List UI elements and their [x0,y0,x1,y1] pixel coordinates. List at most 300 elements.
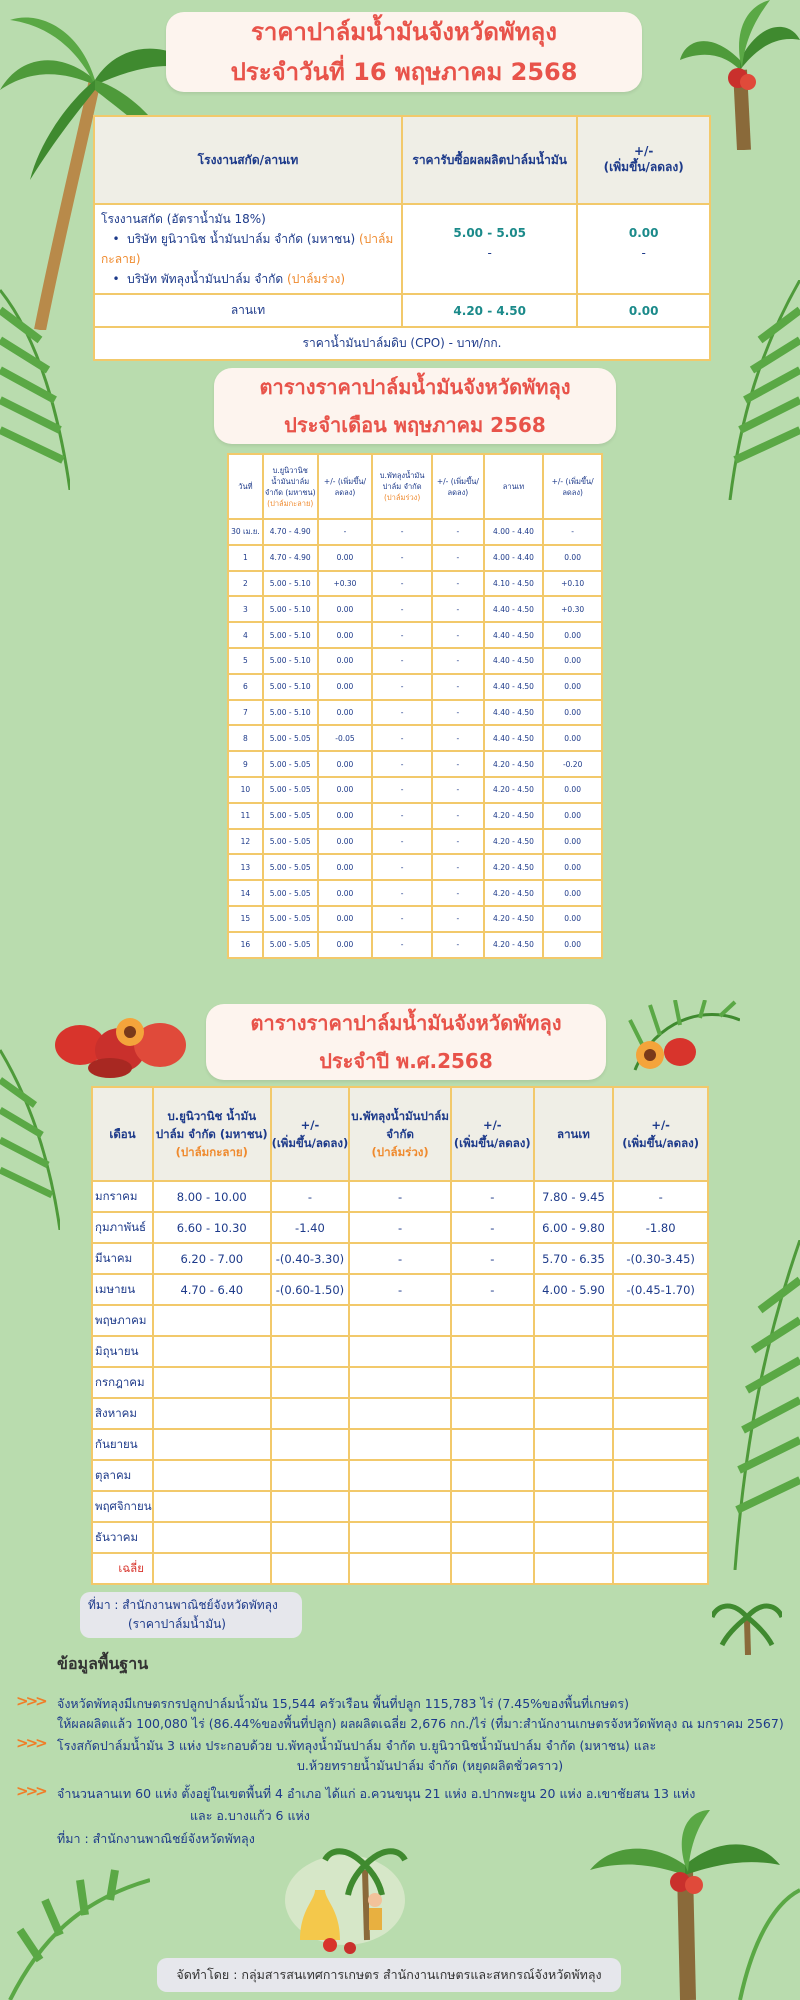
table-cell: - [372,777,432,803]
table-cell [153,1491,271,1522]
table-cell: 0.00 [543,803,602,829]
table-cell: 5.00 - 5.05 [263,725,318,751]
table-cell [349,1460,451,1491]
table-cell [271,1553,350,1584]
y-header-pattalung-name: บ.พัทลุงน้ำมันปาล์ม จำกัด [351,1109,449,1141]
table-cell: - [372,906,432,932]
table-cell [534,1429,614,1460]
table-cell [153,1398,271,1429]
table-cell: - [349,1212,451,1243]
table-cell [271,1491,350,1522]
m-header-pattalung [372,454,432,519]
table-cell [153,1460,271,1491]
y-header-change-2-desc: (เพิ่มขึ้น/ลดลง) [453,1136,531,1150]
m-header-change-1: +/- (เพิ่มขึ้น/ลดลง) [318,454,373,519]
table-cell: - [451,1274,534,1305]
bullet-2-icon: >>> [16,1734,45,1752]
monthly-title-line1: ตารางราคาปาล์มน้ำมันจังหวัดพัทลุง [259,375,571,399]
table-cell: - [372,829,432,855]
table-cell: 4 [228,622,263,648]
y-header-pattalung-loc: (ปาล์มร่วง) [371,1145,429,1159]
y-header-univanich [153,1087,271,1181]
table-cell [613,1460,708,1491]
table-row [228,674,602,700]
table-cell [451,1522,534,1553]
monthly-title-line2: ประจำเดือน พฤษภาคม 2568 [284,413,546,437]
lanthe-price: 4.20 - 4.50 [402,294,577,327]
palm-leaf-fruit-right-illustration [625,1000,740,1075]
table-cell [451,1553,534,1584]
table-cell: - [432,674,484,700]
table-cell [613,1553,708,1584]
table-cell: 4.20 - 4.50 [484,932,544,958]
table-cell: - [451,1243,534,1274]
table-cell: 12 [228,829,263,855]
table-cell: - [451,1181,534,1212]
table-cell [613,1491,708,1522]
table-cell: 4.00 - 5.90 [534,1274,614,1305]
palm-fruits-left-illustration [50,1010,200,1080]
table-cell [451,1398,534,1429]
m-header-lanthe: ลานเท [484,454,544,519]
table-cell: 5.00 - 5.10 [263,674,318,700]
table-cell: - [432,596,484,622]
table-cell: - [318,519,373,545]
table-cell: 5.00 - 5.05 [263,751,318,777]
header-purchase-price: ราคารับซื้อผลผลิตปาล์มน้ำมัน [402,116,577,204]
table-cell [271,1305,350,1336]
info-1-line2: ให้ผลผลิตแล้ว 100,080 ไร่ (86.44%ของพื้นที่ปลูก) ผลผลิตเฉลี่ย 2,676 กก./ไร่ (ที่มา:สำนักงานเกษตรจังหวัดพัทลุง ณ มกราคม 2567) [57,1716,784,1731]
table-cell: - [372,674,432,700]
table-row [228,648,602,674]
factory-heading: โรงงานสกัด (อัตราน้ำมัน 18%) [101,212,266,226]
basic-info-title: ข้อมูลพื้นฐาน [57,1654,149,1673]
table-cell [271,1336,350,1367]
table-cell: 5.00 - 5.05 [263,854,318,880]
table-row [92,1212,708,1243]
table-cell [451,1460,534,1491]
factory-1-name: บริษัท ยูนิวานิช น้ำมันปาล์ม จำกัด (มหาชน) [127,232,356,246]
table-cell: - [432,700,484,726]
table-row [228,829,602,855]
month-cell: มีนาคม [92,1243,153,1274]
table-cell [271,1398,350,1429]
table-cell: 13 [228,854,263,880]
table-cell: - [432,906,484,932]
table-cell: 0.00 [318,545,373,571]
m-header-change-3: +/- (เพิ่มขึ้น/ลดลง) [543,454,602,519]
factory-2-change: - [641,246,646,260]
table-cell: 5.00 - 5.05 [263,777,318,803]
table-cell [349,1305,451,1336]
table-cell: 3 [228,596,263,622]
table-cell: 0.00 [543,545,602,571]
factory-1-change: 0.00 [628,226,659,240]
table-cell [271,1460,350,1491]
table-row [228,596,602,622]
table-cell [534,1522,614,1553]
table-cell: 0.00 [318,803,373,829]
m-header-change-2: +/- (เพิ่มขึ้น/ลดลง) [432,454,484,519]
table-cell: - [432,829,484,855]
table-cell [153,1553,271,1584]
table-cell [349,1398,451,1429]
table-cell: 0.00 [543,648,602,674]
factory-2-price: - [487,246,492,260]
y-header-change-2 [451,1087,534,1181]
table-cell: 4.40 - 4.50 [484,596,544,622]
table-cell: - [372,725,432,751]
table-cell: - [349,1274,451,1305]
table-cell: 5.70 - 6.35 [534,1243,614,1274]
table-cell: - [271,1181,350,1212]
table-cell: - [543,519,602,545]
table-cell [451,1367,534,1398]
table-cell: 4.20 - 4.50 [484,906,544,932]
table-cell [613,1367,708,1398]
table-cell: 4.00 - 4.40 [484,545,544,571]
table-cell [349,1491,451,1522]
table-row [228,932,602,958]
table-cell [534,1460,614,1491]
table-cell: - [372,880,432,906]
table-cell: - [372,596,432,622]
table-cell [153,1522,271,1553]
table-cell: -1.80 [613,1212,708,1243]
table-row [92,1305,708,1336]
table-cell: 0.00 [318,880,373,906]
table-cell: 5.00 - 5.10 [263,700,318,726]
table-row [92,1336,708,1367]
m-header-univanich [263,454,318,519]
table-cell: 0.00 [543,674,602,700]
header-factory: โรงงานสกัด/ลานเท [94,116,402,204]
table-row [228,622,602,648]
table-cell: 0.00 [543,906,602,932]
factory-1-price: 5.00 - 5.05 [453,226,526,240]
y-header-change-2-sign: +/- [482,1118,502,1132]
m-header-univanich-loc: (ปาล์มกะลาย) [267,498,314,508]
y-header-change-3-desc: (เพิ่มขึ้น/ลดลง) [622,1136,699,1150]
palm-tree-bottom-left-illustration [0,1860,150,2000]
table-cell [534,1398,614,1429]
table-cell: +0.30 [543,596,602,622]
table-cell: - [432,854,484,880]
table-cell: 0.00 [318,932,373,958]
table-row [228,906,602,932]
table-cell: 4.10 - 4.50 [484,571,544,597]
m-header-pattalung-name: บ.พัทลุงน้ำมัน ปาล์ม จำกัด [379,471,425,491]
table-cell [271,1429,350,1460]
table-cell: 0.00 [318,854,373,880]
table-cell [451,1305,534,1336]
table-cell: -(0.40-3.30) [271,1243,350,1274]
table-cell: 30 เม.ย. [228,519,263,545]
palm-frond-right-mid-illustration [720,280,800,500]
palm-farmer-illustration [270,1830,420,1955]
table-cell: 14 [228,880,263,906]
table-cell: 5.00 - 5.10 [263,571,318,597]
table-row [228,700,602,726]
palm-tree-small-right-illustration [712,1595,782,1655]
lanthe-label: ลานเท [94,294,402,327]
yearly-title-line1: ตารางราคาปาล์มน้ำมันจังหวัดพัทลุง [250,1011,562,1035]
y-header-month: เดือน [92,1087,153,1181]
y-header-change-1-sign: +/- [300,1118,320,1132]
table-cell [534,1336,614,1367]
bullet-3-icon: >>> [16,1782,45,1800]
monthly-table-body [228,519,602,958]
table-cell: 4.20 - 4.50 [484,777,544,803]
table-row [228,854,602,880]
table-cell [534,1491,614,1522]
table-row [92,1367,708,1398]
table-cell: 4.40 - 4.50 [484,725,544,751]
table-cell: 9 [228,751,263,777]
table-cell: 7 [228,700,263,726]
table-cell: - [372,622,432,648]
info-2-line1: โรงสกัดปาล์มน้ำมัน 3 แห่ง ประกอบด้วย บ.พัทลุงน้ำมันปาล์ม จำกัด บ.ยูนิวานิชน้ำมันปาล์ม จำกัด (มหาชน) และ [57,1738,657,1753]
palm-frond-left-lower-illustration [0,1040,60,1230]
table-cell: 4.20 - 4.50 [484,854,544,880]
cpo-price: ราคาน้ำมันปาล์มดิบ (CPO) - บาท/กก. [94,327,710,360]
y-header-pattalung [349,1087,451,1181]
y-header-univanich-name: บ.ยูนิวานิช น้ำมันปาล์ม จำกัด (มหาชน) [155,1109,268,1141]
month-cell: กุมภาพันธ์ [92,1212,153,1243]
table-cell: 0.00 [543,880,602,906]
month-cell: มิถุนายน [92,1336,153,1367]
table-cell [613,1429,708,1460]
table-row [92,1181,708,1212]
table-cell: - [451,1212,534,1243]
table-cell [349,1367,451,1398]
table-cell: -0.20 [543,751,602,777]
y-header-change-1-desc: (เพิ่มขึ้น/ลดลง) [271,1136,349,1150]
table-cell: 8.00 - 10.00 [153,1181,271,1212]
table-cell: - [372,700,432,726]
table-cell [451,1429,534,1460]
table-row [92,1460,708,1491]
table-cell: - [432,880,484,906]
table-cell [153,1429,271,1460]
month-cell: เมษายน [92,1274,153,1305]
credit-footer: จัดทำโดย : กลุ่มสารสนเทศการเกษตร สำนักงานเกษตรและสหกรณ์จังหวัดพัทลุง [157,1958,621,1992]
table-cell [349,1553,451,1584]
table-row [228,777,602,803]
table-cell: 0.00 [543,932,602,958]
m-header-pattalung-loc: (ปาล์มร่วง) [384,493,421,502]
table-row [228,545,602,571]
table-cell: - [432,751,484,777]
table-cell: 5.00 - 5.10 [263,648,318,674]
table-cell: 6.20 - 7.00 [153,1243,271,1274]
table-cell [613,1398,708,1429]
month-cell: ตุลาคม [92,1460,153,1491]
table-cell: - [432,571,484,597]
table-cell [613,1336,708,1367]
table-row [228,880,602,906]
table-cell [451,1491,534,1522]
table-cell: 0.00 [543,700,602,726]
month-cell: มกราคม [92,1181,153,1212]
table-cell [271,1522,350,1553]
table-row [228,803,602,829]
table-cell: - [432,648,484,674]
table-cell: 6.00 - 9.80 [534,1212,614,1243]
table-cell: 4.40 - 4.50 [484,622,544,648]
table-cell: - [349,1243,451,1274]
table-cell: - [372,648,432,674]
table-cell: 5.00 - 5.10 [263,596,318,622]
table-cell: 0.00 [318,777,373,803]
month-cell: กรกฎาคม [92,1367,153,1398]
month-cell: พฤษภาคม [92,1305,153,1336]
average-row [92,1553,708,1584]
table-row [92,1398,708,1429]
info-source: ที่มา : สำนักงานพาณิชย์จังหวัดพัทลุง [57,1831,255,1846]
info-1-line1: จังหวัดพัทลุงมีเกษตรกรปลูกปาล์มน้ำมัน 15,544 ครัวเรือน พื้นที่ปลูก 115,783 ไร่ (7.45%ของพื้นที่เกษตร) [57,1696,629,1711]
table-cell: 0.00 [543,725,602,751]
monthly-price-table [227,453,603,959]
table-row [228,725,602,751]
table-cell: 6 [228,674,263,700]
table-cell: 10 [228,777,263,803]
table-cell: 4.00 - 4.40 [484,519,544,545]
y-header-change-3-sign: +/- [651,1118,670,1132]
y-header-change-3 [613,1087,708,1181]
table-cell: +0.10 [543,571,602,597]
table-cell [534,1553,614,1584]
table-cell: 0.00 [543,622,602,648]
factory-change-cell [577,204,710,294]
header-change-sign: +/- [633,143,654,158]
price-source-line2: (ราคาปาล์มน้ำมัน) [128,1617,226,1631]
price-source-line1: ที่มา : สำนักงานพาณิชย์จังหวัดพัทลุง [88,1598,278,1612]
factory-price-cell [402,204,577,294]
table-cell: - [372,545,432,571]
price-source-note [80,1592,302,1638]
table-row [92,1491,708,1522]
table-row [92,1243,708,1274]
month-cell: พฤศจิกายน [92,1491,153,1522]
palm-frond-right-lower-illustration [725,1240,800,1570]
table-cell: 7.80 - 9.45 [534,1181,614,1212]
table-cell: 0.00 [318,700,373,726]
table-row [92,1274,708,1305]
palm-frond-left-mid-illustration [0,280,70,490]
table-cell: 0.00 [318,648,373,674]
table-cell: 0.00 [318,906,373,932]
table-cell: 4.20 - 4.50 [484,880,544,906]
month-cell: สิงหาคม [92,1398,153,1429]
table-cell: 0.00 [543,854,602,880]
table-cell: 0.00 [318,751,373,777]
month-cell: ธันวาคม [92,1522,153,1553]
table-cell: 5.00 - 5.05 [263,906,318,932]
bullet-1-icon: >>> [16,1692,45,1710]
table-cell: 4.40 - 4.50 [484,648,544,674]
table-cell: 4.70 - 4.90 [263,545,318,571]
table-cell: 0.00 [318,596,373,622]
table-cell [153,1305,271,1336]
table-cell: 5.00 - 5.05 [263,880,318,906]
header-change-desc: (เพิ่มขึ้น/ลดลง) [603,159,684,174]
yearly-title-line2: ประจำปี พ.ศ.2568 [319,1049,493,1073]
factory-1: • บริษัท ยูนิวานิช น้ำมันปาล์ม จำกัด (มหาชน) (ปาล์มกะลาย) [101,232,394,266]
table-cell: -1.40 [271,1212,350,1243]
table-cell: 5.00 - 5.05 [263,803,318,829]
table-cell: 4.20 - 4.50 [484,829,544,855]
table-cell: 0.00 [543,829,602,855]
table-cell: 5.00 - 5.05 [263,932,318,958]
table-cell: - [613,1181,708,1212]
table-cell: -(0.60-1.50) [271,1274,350,1305]
average-label: เฉลี่ย [92,1553,153,1584]
table-cell: - [432,932,484,958]
table-cell: 5.00 - 5.05 [263,829,318,855]
table-cell: 16 [228,932,263,958]
factory-2-location: (ปาล์มร่วง) [287,272,346,286]
table-row [92,1522,708,1553]
table-cell: - [349,1181,451,1212]
table-cell: - [432,777,484,803]
table-cell [349,1336,451,1367]
table-cell: 15 [228,906,263,932]
y-header-lanthe: ลานเท [534,1087,614,1181]
table-cell: - [372,932,432,958]
y-header-change-1 [271,1087,350,1181]
table-cell: 5.00 - 5.10 [263,622,318,648]
table-cell: -0.05 [318,725,373,751]
table-cell: - [432,519,484,545]
table-cell: - [372,751,432,777]
yearly-price-table [91,1086,709,1585]
table-cell: 0.00 [543,777,602,803]
m-header-univanich-name: บ.ยูนิวานิช น้ำมันปาล์ม จำกัด (มหาชน) [264,465,316,497]
daily-title-line1: ราคาปาล์มน้ำมันจังหวัดพัทลุง [251,18,557,46]
month-cell: กันยายน [92,1429,153,1460]
table-cell [271,1367,350,1398]
table-cell: 6.60 - 10.30 [153,1212,271,1243]
monthly-title [214,368,616,444]
table-cell [613,1305,708,1336]
table-cell: 4.40 - 4.50 [484,674,544,700]
table-cell: 5 [228,648,263,674]
table-row [228,751,602,777]
table-row [228,519,602,545]
header-change [577,116,710,204]
info-3-line2: และ อ.บางแก้ว 6 แห่ง [190,1808,310,1823]
table-cell: 11 [228,803,263,829]
m-header-day: วันที่ [228,454,263,519]
factory-cell [94,204,402,294]
table-cell: 0.00 [318,829,373,855]
table-cell [534,1367,614,1398]
table-cell: 0.00 [318,674,373,700]
table-cell [349,1429,451,1460]
table-cell: -(0.45-1.70) [613,1274,708,1305]
table-cell: - [372,519,432,545]
table-cell: 4.70 - 6.40 [153,1274,271,1305]
info-3-line1: จำนวนลานเท 60 แห่ง ตั้งอยู่ในเขตพื้นที่ 4 อำเภอ ได้แก่ อ.ควนขนุน 21 แห่ง อ.ปากพะยูน 20 แห่ง อ.เขาชัยสน 13 แห่ง [57,1786,696,1801]
factory-1-location: (ปาล์มกะลาย) [101,232,394,266]
table-cell: 2 [228,571,263,597]
table-cell [534,1305,614,1336]
table-cell: 1 [228,545,263,571]
table-cell: - [432,622,484,648]
lanthe-change: 0.00 [577,294,710,327]
table-cell: 8 [228,725,263,751]
